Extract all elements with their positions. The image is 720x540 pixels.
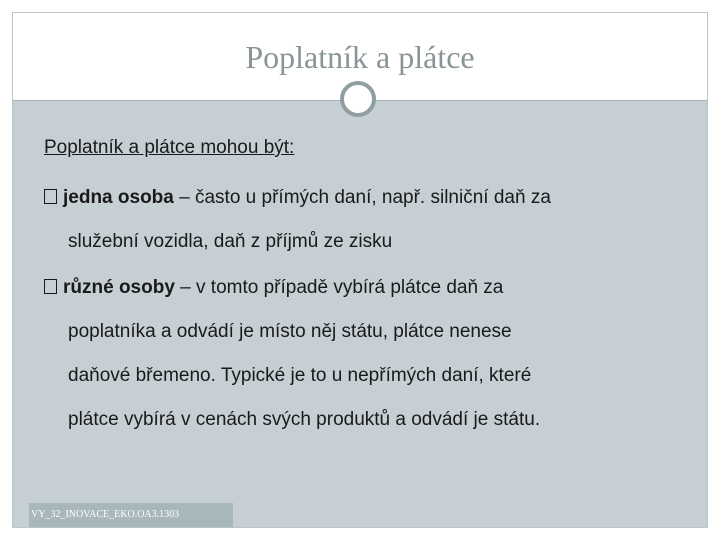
bullet-item	[44, 176, 690, 264]
checkbox-bullet-icon	[44, 279, 57, 294]
bullet-term: jedna osoba	[63, 187, 174, 208]
bullet-text: poplatníka a odvádí je místo něj státu, plátce nenese	[68, 321, 512, 342]
bullet-text: služební vozidla, daň z příjmů ze zisku	[68, 231, 393, 252]
bullet-text: – v tomto případě vybírá plátce daň za	[174, 277, 504, 298]
intro-text: Poplatník a plátce mohou být:	[44, 137, 295, 158]
bullet-text: daňové břemeno. Typické je to u nepřímých daní, které	[68, 365, 532, 386]
bullet-text: plátce vybírá v cenách svých produktů a odvádí je státu.	[68, 409, 541, 430]
bullet-item	[44, 266, 690, 442]
checkbox-bullet-icon	[44, 189, 57, 204]
ring-ornament-icon	[340, 81, 376, 117]
bullet-text: – často u přímých daní, např. silniční daň za	[173, 187, 551, 208]
slide-title: Poplatník a plátce	[245, 39, 475, 75]
footer-code: VY_32_INOVACE_EKO.OA3.1303	[31, 509, 180, 520]
bullet-term: různé osoby	[63, 277, 175, 298]
